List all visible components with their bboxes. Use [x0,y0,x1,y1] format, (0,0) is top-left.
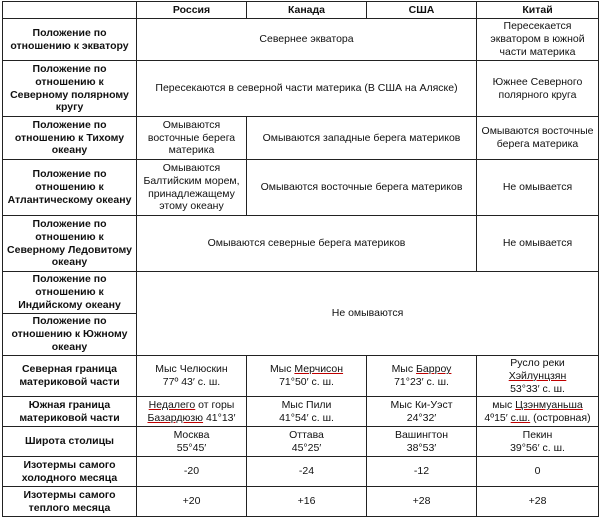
table-row [3,19,599,61]
table-cell: мыс Цзэнмуаньша 4º15′ с.ш. (островная) [477,397,599,427]
row-label: Южная граница материковой части [3,397,137,427]
header-canada: Канада [247,2,367,19]
table-row [3,216,599,272]
table-cell: -20 [137,457,247,487]
header-usa: США [367,2,477,19]
row-label: Изотермы самого холодного месяца [3,457,137,487]
table-cell: Мыс Ки-Уэст 24°32′ [367,397,477,427]
table-cell: Пекин 39°56′ с. ш. [477,427,599,457]
row-label: Северная граница материковой части [3,356,137,397]
table-cell: Омываются восточные берега материка [137,117,247,160]
table-row [3,61,599,117]
table-cell: Пересекаются в северной части материка (В США на Аляске) [137,61,477,117]
row-label: Изотермы самого теплого месяца [3,487,137,517]
table-cell: Мыс Мерчисон 71°50′ с. ш. [247,356,367,397]
table-row [3,356,599,397]
row-label: Положение по отношению к Индийскому океану [3,272,137,314]
table-cell: Мыс Барроу 71°23′ с. ш. [367,356,477,397]
table-cell: Не омываются [137,272,599,356]
table-cell: Омываются Балтийским морем, принадлежащему этому океану [137,160,247,216]
table-cell: Пересекается экватором в южной части материка [477,19,599,61]
row-label: Положение по отношению к Северному полярному кругу [3,61,137,117]
table-cell: Омываются восточные берега материков [247,160,477,216]
table-cell: +16 [247,487,367,517]
table-row [3,272,599,314]
table-row [3,427,599,457]
row-label: Положение по отношению к экватору [3,19,137,61]
table-cell: Москва 55°45′ [137,427,247,457]
table-cell: Не омывается [477,216,599,272]
header-china: Китай [477,2,599,19]
table-cell: -24 [247,457,367,487]
table-row [3,487,599,517]
header-empty [3,2,137,19]
table-cell: Севернее экватора [137,19,477,61]
row-label: Положение по отношению к Южному океану [3,314,137,356]
table-cell: Мыс Челюскин 77º 43′ с. ш. [137,356,247,397]
header-russia: Россия [137,2,247,19]
table-cell: 0 [477,457,599,487]
table-row [3,160,599,216]
table-cell: Русло реки Хэйлунцзян 53°33′ с. ш. [477,356,599,397]
row-label: Положение по отношению к Северному Ледовитому океану [3,216,137,272]
table-cell: Омываются северные берега материков [137,216,477,272]
table-cell: -12 [367,457,477,487]
row-label: Положение по отношению к Атлантическому океану [3,160,137,216]
table-row [3,397,599,427]
table-cell: Не омывается [477,160,599,216]
table-row [3,117,599,160]
table-cell: +20 [137,487,247,517]
table-cell: Омываются восточные берега материка [477,117,599,160]
row-label: Широта столицы [3,427,137,457]
table-cell: +28 [367,487,477,517]
table-cell: Недалего от горы Базардюзю 41°13′ [137,397,247,427]
table-cell: Южнее Северного полярного круга [477,61,599,117]
table-row [3,457,599,487]
table-cell: +28 [477,487,599,517]
table-cell: Оттава 45°25′ [247,427,367,457]
header-row [3,2,599,19]
row-label: Положение по отношению к Тихому океану [3,117,137,160]
table-cell: Вашингтон 38°53′ [367,427,477,457]
comparison-table [2,1,599,517]
table-cell: Мыс Пили 41°54′ с. ш. [247,397,367,427]
table-cell: Омываются западные берега материков [247,117,477,160]
